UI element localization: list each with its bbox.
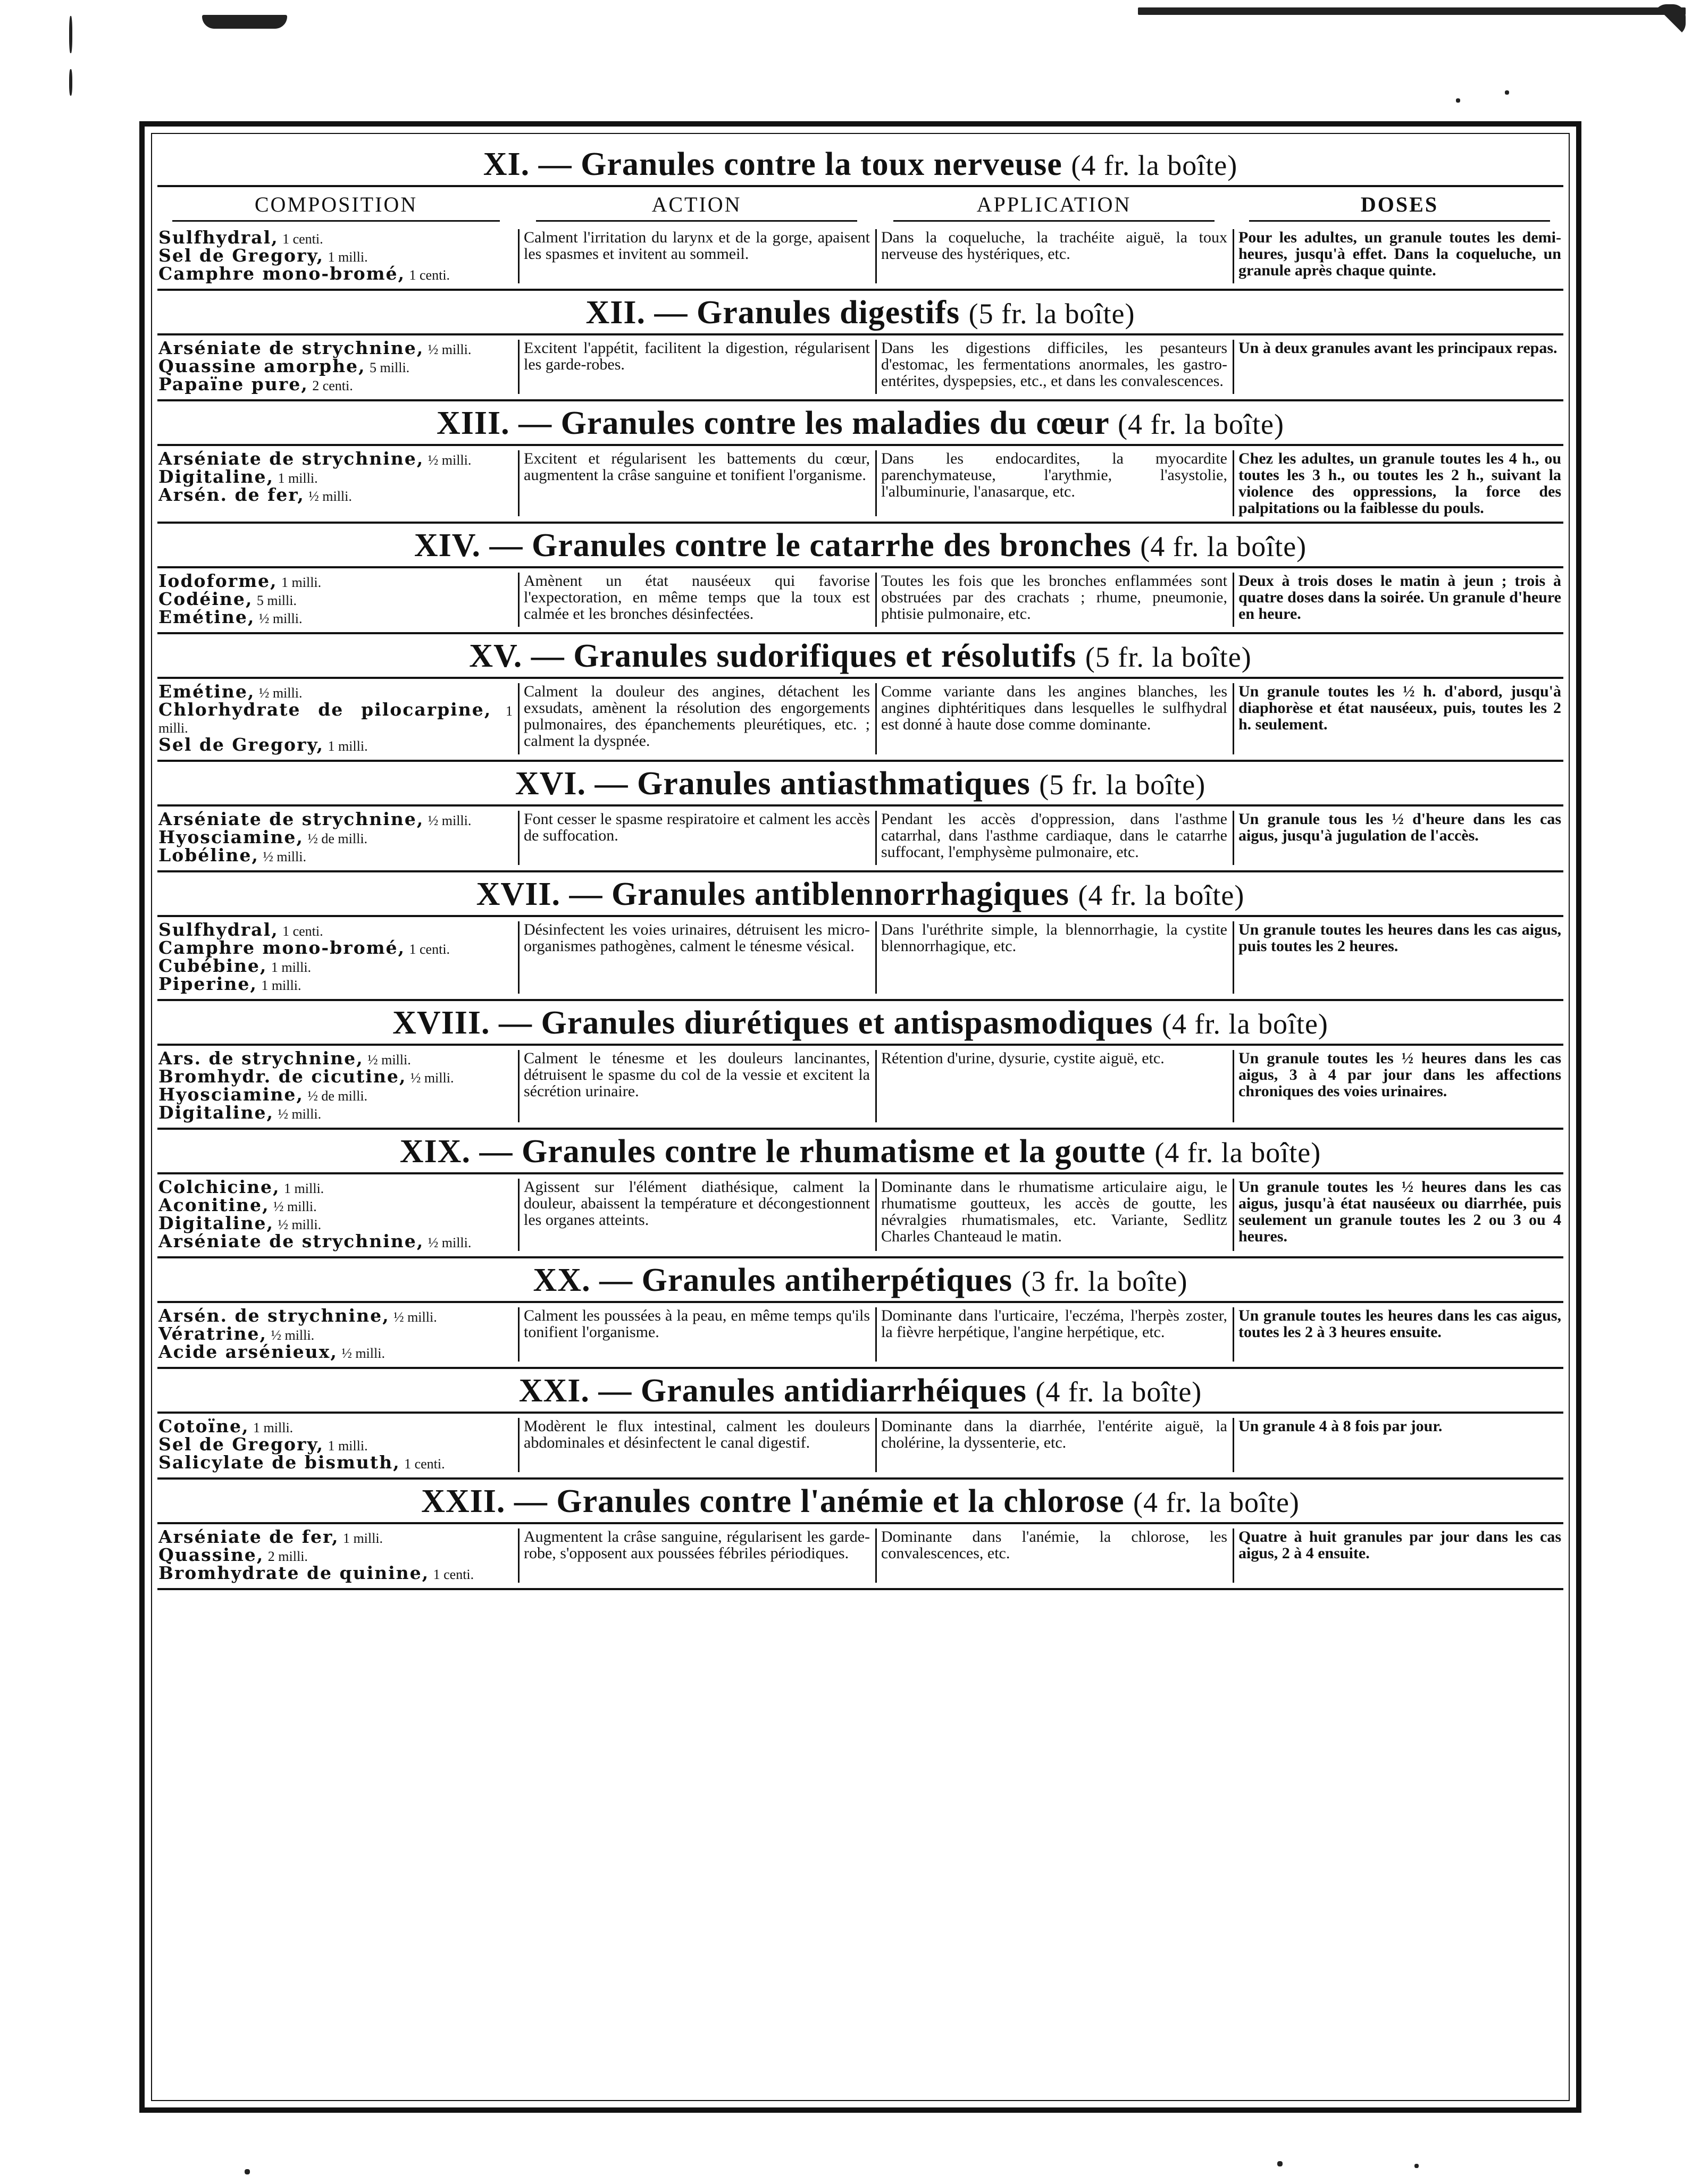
ingredient-dose: ½ de milli. [307, 831, 368, 846]
composition-cell [154, 340, 518, 394]
application-cell: Comme variante dans les angines blanches, les angines diphtéritiques dans lesquelles le sulfhydral est donné à haute dose comme dominante. [875, 683, 1233, 754]
ingredient-dose: 1 milli. [284, 1181, 324, 1196]
section-title [154, 401, 1567, 444]
ingredient [158, 376, 513, 394]
ink-dot [1505, 90, 1509, 95]
section-title-text: XIV. — Granules contre le catarrhe des bronches [414, 527, 1132, 564]
divider [157, 1588, 1563, 1590]
ingredient-dose: 2 centi. [312, 378, 353, 393]
ingredient-name: Cubébine, [158, 955, 267, 976]
action-cell: Augmentent la crâse sanguine, régularisent les garde-robe, s'opposent aux poussées fébriles périodiques. [518, 1528, 875, 1583]
ingredient-dose: 2 milli. [267, 1549, 308, 1564]
ingredient [158, 1086, 513, 1104]
ingredient-dose: ½ milli. [367, 1052, 411, 1068]
application-cell: Pendant les accès d'oppression, dans l'asthme catarrhal, dans l'asthme cardiaque, dans le catarrhe suffocant, l'emphysème pulmonaire, etc. [875, 811, 1233, 865]
application-cell: Dans la coqueluche, la trachéite aiguë, la toux nerveuse des hystériques, etc. [875, 229, 1233, 283]
application-cell: Dominante dans l'urticaire, l'eczéma, l'herpès zoster, la fièvre herpétique, l'angine herpétique, etc. [875, 1307, 1233, 1362]
section-price: (3 fr. la boîte) [1021, 1265, 1188, 1297]
composition-cell [154, 1307, 518, 1362]
ingredient [158, 1325, 513, 1343]
ingredient [158, 486, 513, 505]
action-cell: Agissent sur l'élément diathésique, calment la douleur, abaissent la température et décongestionnent les organes atteints. [518, 1179, 875, 1251]
ingredient [158, 1307, 513, 1325]
action-cell: Excitent l'appétit, facilitent la digestion, régularisent les garde-robes. [518, 340, 875, 394]
ingredient-name: Papaïne pure, [158, 374, 308, 394]
section-title [154, 1480, 1567, 1522]
section-body [154, 1046, 1567, 1128]
composition-cell [154, 1418, 518, 1472]
doses-header-label: DOSES [1360, 192, 1439, 216]
ingredient [158, 229, 513, 247]
section-title-text: XV. — Granules sudorifiques et résolutifs [469, 638, 1077, 674]
granule-section [154, 1480, 1567, 1590]
ingredient-name: Vératrine, [158, 1323, 267, 1344]
section-body [154, 1414, 1567, 1477]
composition-cell [154, 921, 518, 994]
section-title-text: XVII. — Granules antiblennorrhagiques [476, 876, 1069, 912]
ingredient-name: Colchicine, [158, 1177, 280, 1197]
ingredient-name: Arséniate de strychnine, [158, 809, 424, 829]
ingredient [158, 1197, 513, 1215]
action-cell: Calment les poussées à la peau, en même temps qu'ils tonifient l'organisme. [518, 1307, 875, 1362]
ingredient [158, 1343, 513, 1362]
section-title-text: XVI. — Granules antiasthmatiques [515, 766, 1031, 802]
ingredient [158, 1454, 513, 1472]
ingredient-dose: 1 milli. [328, 249, 368, 265]
ingredient-dose: ½ de milli. [307, 1088, 368, 1104]
ingredient-dose: 1 milli. [261, 978, 302, 993]
composition-header-label: COMPOSITION [254, 192, 418, 216]
ingredient-dose: ½ milli. [278, 1217, 322, 1232]
section-title [154, 524, 1567, 566]
ingredient-dose: ½ milli. [258, 685, 303, 701]
section-title [154, 762, 1567, 804]
ingredient-dose: 1 milli. [278, 471, 318, 486]
doses-cell: Pour les adultes, un granule toutes les demi-heures, jusqu'à effet. Dans la coqueluche, un granule après chaque quinte. [1233, 229, 1567, 283]
composition-cell [154, 570, 518, 627]
ingredient-dose: ½ milli. [341, 1346, 385, 1361]
section-title [154, 291, 1567, 333]
header-underline [172, 220, 500, 222]
ingredient [158, 1104, 513, 1122]
section-title-text: XX. — Granules antiherpétiques [533, 1262, 1013, 1298]
action-cell: Calment l'irritation du larynx et de la gorge, apaisent les spasmes et invitent au sommeil. [518, 229, 875, 283]
ingredient-name: Ars. de strychnine, [158, 1048, 364, 1069]
header-underline [536, 220, 858, 222]
ingredient-dose: ½ milli. [393, 1309, 437, 1325]
ink-dot [1456, 98, 1460, 103]
ingredient-name: Sel de Gregory, [158, 245, 324, 266]
section-title-text: XVIII. — Granules diurétiques et antispasmodiques [392, 1005, 1153, 1041]
action-cell: Amènent un état nauséeux qui favorise l'expectoration, en même temps que la toux est calmée et les bronches désinfectées. [518, 573, 875, 627]
section-title-text: XIII. — Granules contre les maladies du cœur [437, 405, 1109, 441]
ink-dot [245, 2169, 250, 2174]
ingredient-name: Digitaline, [158, 466, 274, 487]
granule-section [154, 762, 1567, 872]
application-cell: Dominante dans l'anémie, la chlorose, les convalescences, etc. [875, 1528, 1233, 1583]
section-body [154, 568, 1567, 632]
section-title-text: XXII. — Granules contre l'anémie et la chlorose [421, 1483, 1125, 1519]
ingredient [158, 570, 513, 591]
ingredient-name: Lobéline, [158, 845, 259, 866]
section-title [154, 1369, 1567, 1412]
application-cell: Dans les endocardites, la myocardite parenchymateuse, l'arythmie, l'asystolie, l'albuminurie, l'anasarque, etc. [875, 450, 1233, 516]
ingredient [158, 358, 513, 376]
ingredient-dose: ½ milli. [428, 1235, 472, 1250]
ingredient-name: Arséniate de strychnine, [158, 1231, 424, 1251]
ingredient-dose: ½ milli. [263, 849, 306, 864]
section-body [154, 446, 1567, 522]
ingredient-name: Arséniate de strychnine, [158, 338, 424, 358]
granule-section [154, 872, 1567, 1001]
granule-section [154, 401, 1567, 524]
granule-section [154, 1369, 1567, 1480]
ingredient [158, 939, 513, 957]
section-price: (4 fr. la boîte) [1154, 1137, 1321, 1169]
ingredient-name: Arsén. de strychnine, [158, 1305, 390, 1326]
section-body [154, 807, 1567, 870]
section-body [154, 1174, 1567, 1256]
action-cell: Désinfectent les voies urinaires, détruisent les micro-organismes pathogènes, calment le ténesme vésical. [518, 921, 875, 994]
section-price: (5 fr. la boîte) [1085, 641, 1252, 673]
ingredient-name: Quassine, [158, 1544, 264, 1565]
section-body [154, 1524, 1567, 1588]
section-body [154, 335, 1567, 399]
action-cell: Excitent et régularisent les battements du cœur, augmentent la crâse sanguine et tonifient l'organisme. [518, 450, 875, 516]
granule-section [154, 1001, 1567, 1130]
ingredient [158, 683, 513, 701]
header-underline [893, 220, 1215, 222]
ingredient [158, 1050, 513, 1068]
ingredient [158, 591, 513, 609]
doses-cell: Un granule toutes les heures dans les cas aigus, puis toutes les 2 heures. [1233, 921, 1567, 994]
application-header [875, 192, 1233, 222]
ingredient-name: Quassine amorphe, [158, 356, 366, 376]
ingredient-name: Hyosciamine, [158, 827, 304, 847]
action-cell: Calment le ténesme et les douleurs lancinantes, détruisent le spasme du col de la vessie et excitent la sécrétion urinaire. [518, 1050, 875, 1122]
doses-header [1233, 192, 1567, 222]
doses-cell: Chez les adultes, un granule toutes les 4 h., ou toutes les 3 h., ou toutes les 2 h., suivant la violence des oppressions, la force des palpitations ou la faiblesse du pouls. [1233, 450, 1567, 516]
ingredient-name: Emétine, [158, 607, 255, 627]
application-cell: Dominante dans la diarrhée, l'entérite aiguë, la cholérine, la dyssenterie, etc. [875, 1418, 1233, 1472]
section-title [154, 872, 1567, 915]
section-price: (4 fr. la boîte) [1162, 1008, 1328, 1040]
section-title [154, 1001, 1567, 1044]
ingredient-name: Codéine, [158, 589, 253, 609]
ingredient [158, 340, 513, 358]
composition-cell [154, 811, 518, 865]
ingredient-dose: 1 centi. [282, 923, 323, 939]
application-cell: Dans l'uréthrite simple, la blennorrhagie, la cystite blennorrhagique, etc. [875, 921, 1233, 994]
composition-cell [154, 229, 518, 283]
ingredient-name: Sulfhydral, [158, 919, 279, 940]
composition-header [154, 192, 518, 222]
ingredient-name: Piperine, [158, 973, 257, 994]
composition-cell [154, 1179, 518, 1251]
ingredient-dose: 1 milli. [342, 1531, 383, 1546]
ingredient [158, 957, 513, 976]
ingredient-dose: 1 centi. [404, 1456, 445, 1472]
granule-section [154, 1258, 1567, 1369]
doses-cell: Un granule toutes les ½ heures dans les cas aigus, jusqu'à état nauséeux ou diarrhée, puis seulement un granule toutes les 2 ou 3 ou 4 heures. [1233, 1179, 1567, 1251]
section-title [154, 1258, 1567, 1301]
section-title-text: XI. — Granules contre la toux nerveuse [483, 146, 1062, 182]
ingredient [158, 450, 513, 468]
ingredient-dose: ½ milli. [428, 452, 472, 468]
ingredient-name: Chlorhydrate de pilocarpine, [158, 699, 492, 720]
section-title-text: XII. — Granules digestifs [585, 295, 960, 331]
ingredient [158, 468, 513, 486]
ingredient-dose: 5 milli. [370, 360, 410, 375]
ingredient-dose: ½ milli. [273, 1199, 317, 1214]
ingredient [158, 736, 513, 754]
column-headers [154, 187, 1567, 225]
composition-cell [154, 683, 518, 754]
ingredient-name: Cotoïne, [158, 1416, 249, 1437]
doses-cell: Un granule 4 à 8 fois par jour. [1233, 1418, 1567, 1472]
section-title-text: XXI. — Granules antidiarrhéiques [518, 1373, 1027, 1409]
ingredient-name: Digitaline, [158, 1213, 274, 1233]
ingredient-name: Aconitine, [158, 1195, 270, 1215]
ingredient-name: Iodoforme, [158, 570, 278, 591]
ingredient-dose: 1 centi. [409, 942, 450, 957]
ink-blot [202, 15, 287, 29]
action-cell: Font cesser le spasme respiratoire et calment les accès de suffocation. [518, 811, 875, 865]
section-body [154, 1303, 1567, 1367]
doses-cell: Deux à trois doses le matin à jeun ; trois à quatre doses dans la soirée. Un granule d'heure en heure. [1233, 573, 1567, 627]
granule-section [154, 634, 1567, 762]
ingredient-name: Acide arsénieux, [158, 1341, 338, 1362]
section-price: (4 fr. la boîte) [1133, 1486, 1300, 1518]
ingredient [158, 265, 513, 283]
ingredient-dose: 1 milli. [253, 1420, 294, 1435]
ingredient-name: Arséniate de strychnine, [158, 448, 424, 469]
doses-cell: Un granule tous les ½ d'heure dans les cas aigus, jusqu'à jugulation de l'accès. [1233, 811, 1567, 865]
composition-cell [154, 1050, 518, 1122]
ingredient-name: Sel de Gregory, [158, 734, 324, 755]
ingredient-name: Sel de Gregory, [158, 1434, 324, 1455]
section-body [154, 225, 1567, 289]
ingredient [158, 811, 513, 829]
granule-section [154, 524, 1567, 634]
granule-section [154, 1130, 1567, 1258]
ingredient-name: Arsén. de fer, [158, 484, 305, 505]
doses-cell: Un granule toutes les ½ heures dans les cas aigus, 3 à 4 par jour dans les affections chroniques des voies urinaires. [1233, 1050, 1567, 1122]
action-cell: Calment la douleur des angines, détachent les exsudats, amènent la résolution des engorgements pulmonaires, des épanchements pleurétiques, etc. ; calment la dyspnée. [518, 683, 875, 754]
ingredient [158, 829, 513, 847]
ingredient-name: Emétine, [158, 681, 255, 702]
section-price: (4 fr. la boîte) [1078, 879, 1245, 911]
ingredient [158, 1068, 513, 1086]
ingredient-dose: 1 milli. [281, 575, 322, 590]
ink-dot [1414, 2164, 1419, 2168]
ink-dot [1277, 2161, 1283, 2166]
doses-cell: Un à deux granules avant les principaux repas. [1233, 340, 1567, 394]
section-title [154, 634, 1567, 677]
header-underline [1249, 220, 1550, 222]
ingredient [158, 1528, 513, 1547]
application-cell: Rétention d'urine, dysurie, cystite aiguë, etc. [875, 1050, 1233, 1122]
ingredient-dose: 5 milli. [256, 593, 297, 608]
ingredient-dose: 1 milli. [158, 703, 513, 736]
section-body [154, 917, 1567, 999]
section-price: (4 fr. la boîte) [1035, 1376, 1202, 1408]
application-cell: Dominante dans le rhumatisme articulaire aigu, le rhumatisme goutteux, les accès de goutte, les névralgies rhumatismales, etc. Variante, Sedlitz Charles Chanteaud le matin. [875, 1179, 1233, 1251]
ingredient-dose: ½ milli. [410, 1070, 454, 1086]
granule-section [154, 291, 1567, 401]
ingredient-dose: ½ milli. [258, 611, 303, 626]
ingredient-dose: 1 centi. [282, 231, 323, 247]
section-price: (4 fr. la boîte) [1140, 531, 1307, 562]
ingredient-name: Sulfhydral, [158, 227, 279, 248]
ingredient-name: Digitaline, [158, 1102, 274, 1123]
ingredient [158, 1565, 513, 1583]
ingredient-name: Bromhydr. de cicutine, [158, 1066, 407, 1087]
ingredient [158, 1233, 513, 1251]
action-header [518, 192, 875, 222]
ingredient-name: Arséniate de fer, [158, 1526, 339, 1547]
ink-mark [69, 69, 72, 96]
ingredient [158, 921, 513, 939]
ingredient-name: Camphre mono-bromé, [158, 263, 406, 284]
action-header-label: ACTION [651, 192, 742, 216]
section-price: (4 fr. la boîte) [1071, 149, 1238, 181]
ingredient-dose: ½ milli. [271, 1328, 315, 1343]
ingredient [158, 1544, 513, 1565]
ink-corner [1654, 4, 1686, 36]
doses-cell: Quatre à huit granules par jour dans les cas aigus, 2 à 4 ensuite. [1233, 1528, 1567, 1583]
ink-mark [69, 16, 72, 53]
ingredient-dose: 1 centi. [433, 1567, 474, 1582]
ingredient [158, 701, 513, 736]
ingredient-dose: 1 centi. [409, 267, 450, 283]
action-cell: Modèrent le flux intestinal, calment les douleurs abdominales et désinfectent le canal digestif. [518, 1418, 875, 1472]
section-price: (5 fr. la boîte) [968, 298, 1135, 330]
granule-section [154, 142, 1567, 291]
doses-cell: Un granule toutes les ½ h. d'abord, jusqu'à diaphorèse et état nauséeux, puis, toutes les 2 h. seulement. [1233, 683, 1567, 754]
ingredient-dose: 1 milli. [271, 960, 312, 975]
ingredient-dose: 1 milli. [328, 1438, 368, 1454]
ingredient [158, 1179, 513, 1197]
ingredient [158, 247, 513, 265]
ingredient-dose: ½ milli. [428, 813, 472, 828]
application-cell: Toutes les fois que les bronches enflammées sont obstruées par des crachats ; rhume, pneumonie, phtisie pulmonaire, etc. [875, 573, 1233, 627]
section-title [154, 1130, 1567, 1172]
ingredient [158, 973, 513, 994]
section-price: (4 fr. la boîte) [1118, 408, 1284, 440]
section-price: (5 fr. la boîte) [1039, 769, 1206, 801]
section-body [154, 679, 1567, 760]
section-title [154, 142, 1567, 185]
composition-cell [154, 1528, 518, 1583]
ingredient [158, 847, 513, 865]
ingredient-name: Salicylate de bismuth, [158, 1452, 400, 1473]
ingredient [158, 1418, 513, 1436]
ingredient [158, 1215, 513, 1233]
section-title-text: XIX. — Granules contre le rhumatisme et la goutte [399, 1133, 1146, 1170]
ingredient-dose: ½ milli. [428, 342, 472, 357]
application-header-label: APPLICATION [976, 192, 1132, 216]
ingredient-name: Camphre mono-bromé, [158, 937, 406, 958]
ingredient-dose: 1 milli. [328, 738, 368, 754]
ingredient [158, 609, 513, 627]
doses-cell: Un granule toutes les heures dans les cas aigus, toutes les 2 à 3 heures ensuite. [1233, 1307, 1567, 1362]
composition-cell [154, 450, 518, 516]
application-cell: Dans les digestions difficiles, les pesanteurs d'estomac, les fermentations anormales, les gastro-entérites, dyspepsies, etc., et dans les convalescences. [875, 340, 1233, 394]
ingredient-name: Hyosciamine, [158, 1084, 304, 1105]
granules-table [154, 142, 1567, 1590]
ingredient [158, 1436, 513, 1454]
ingredient-dose: ½ milli. [278, 1106, 322, 1122]
ingredient-dose: ½ milli. [308, 489, 352, 504]
ingredient-name: Bromhydrate de quinine, [158, 1563, 430, 1583]
ink-edge [1138, 7, 1686, 15]
